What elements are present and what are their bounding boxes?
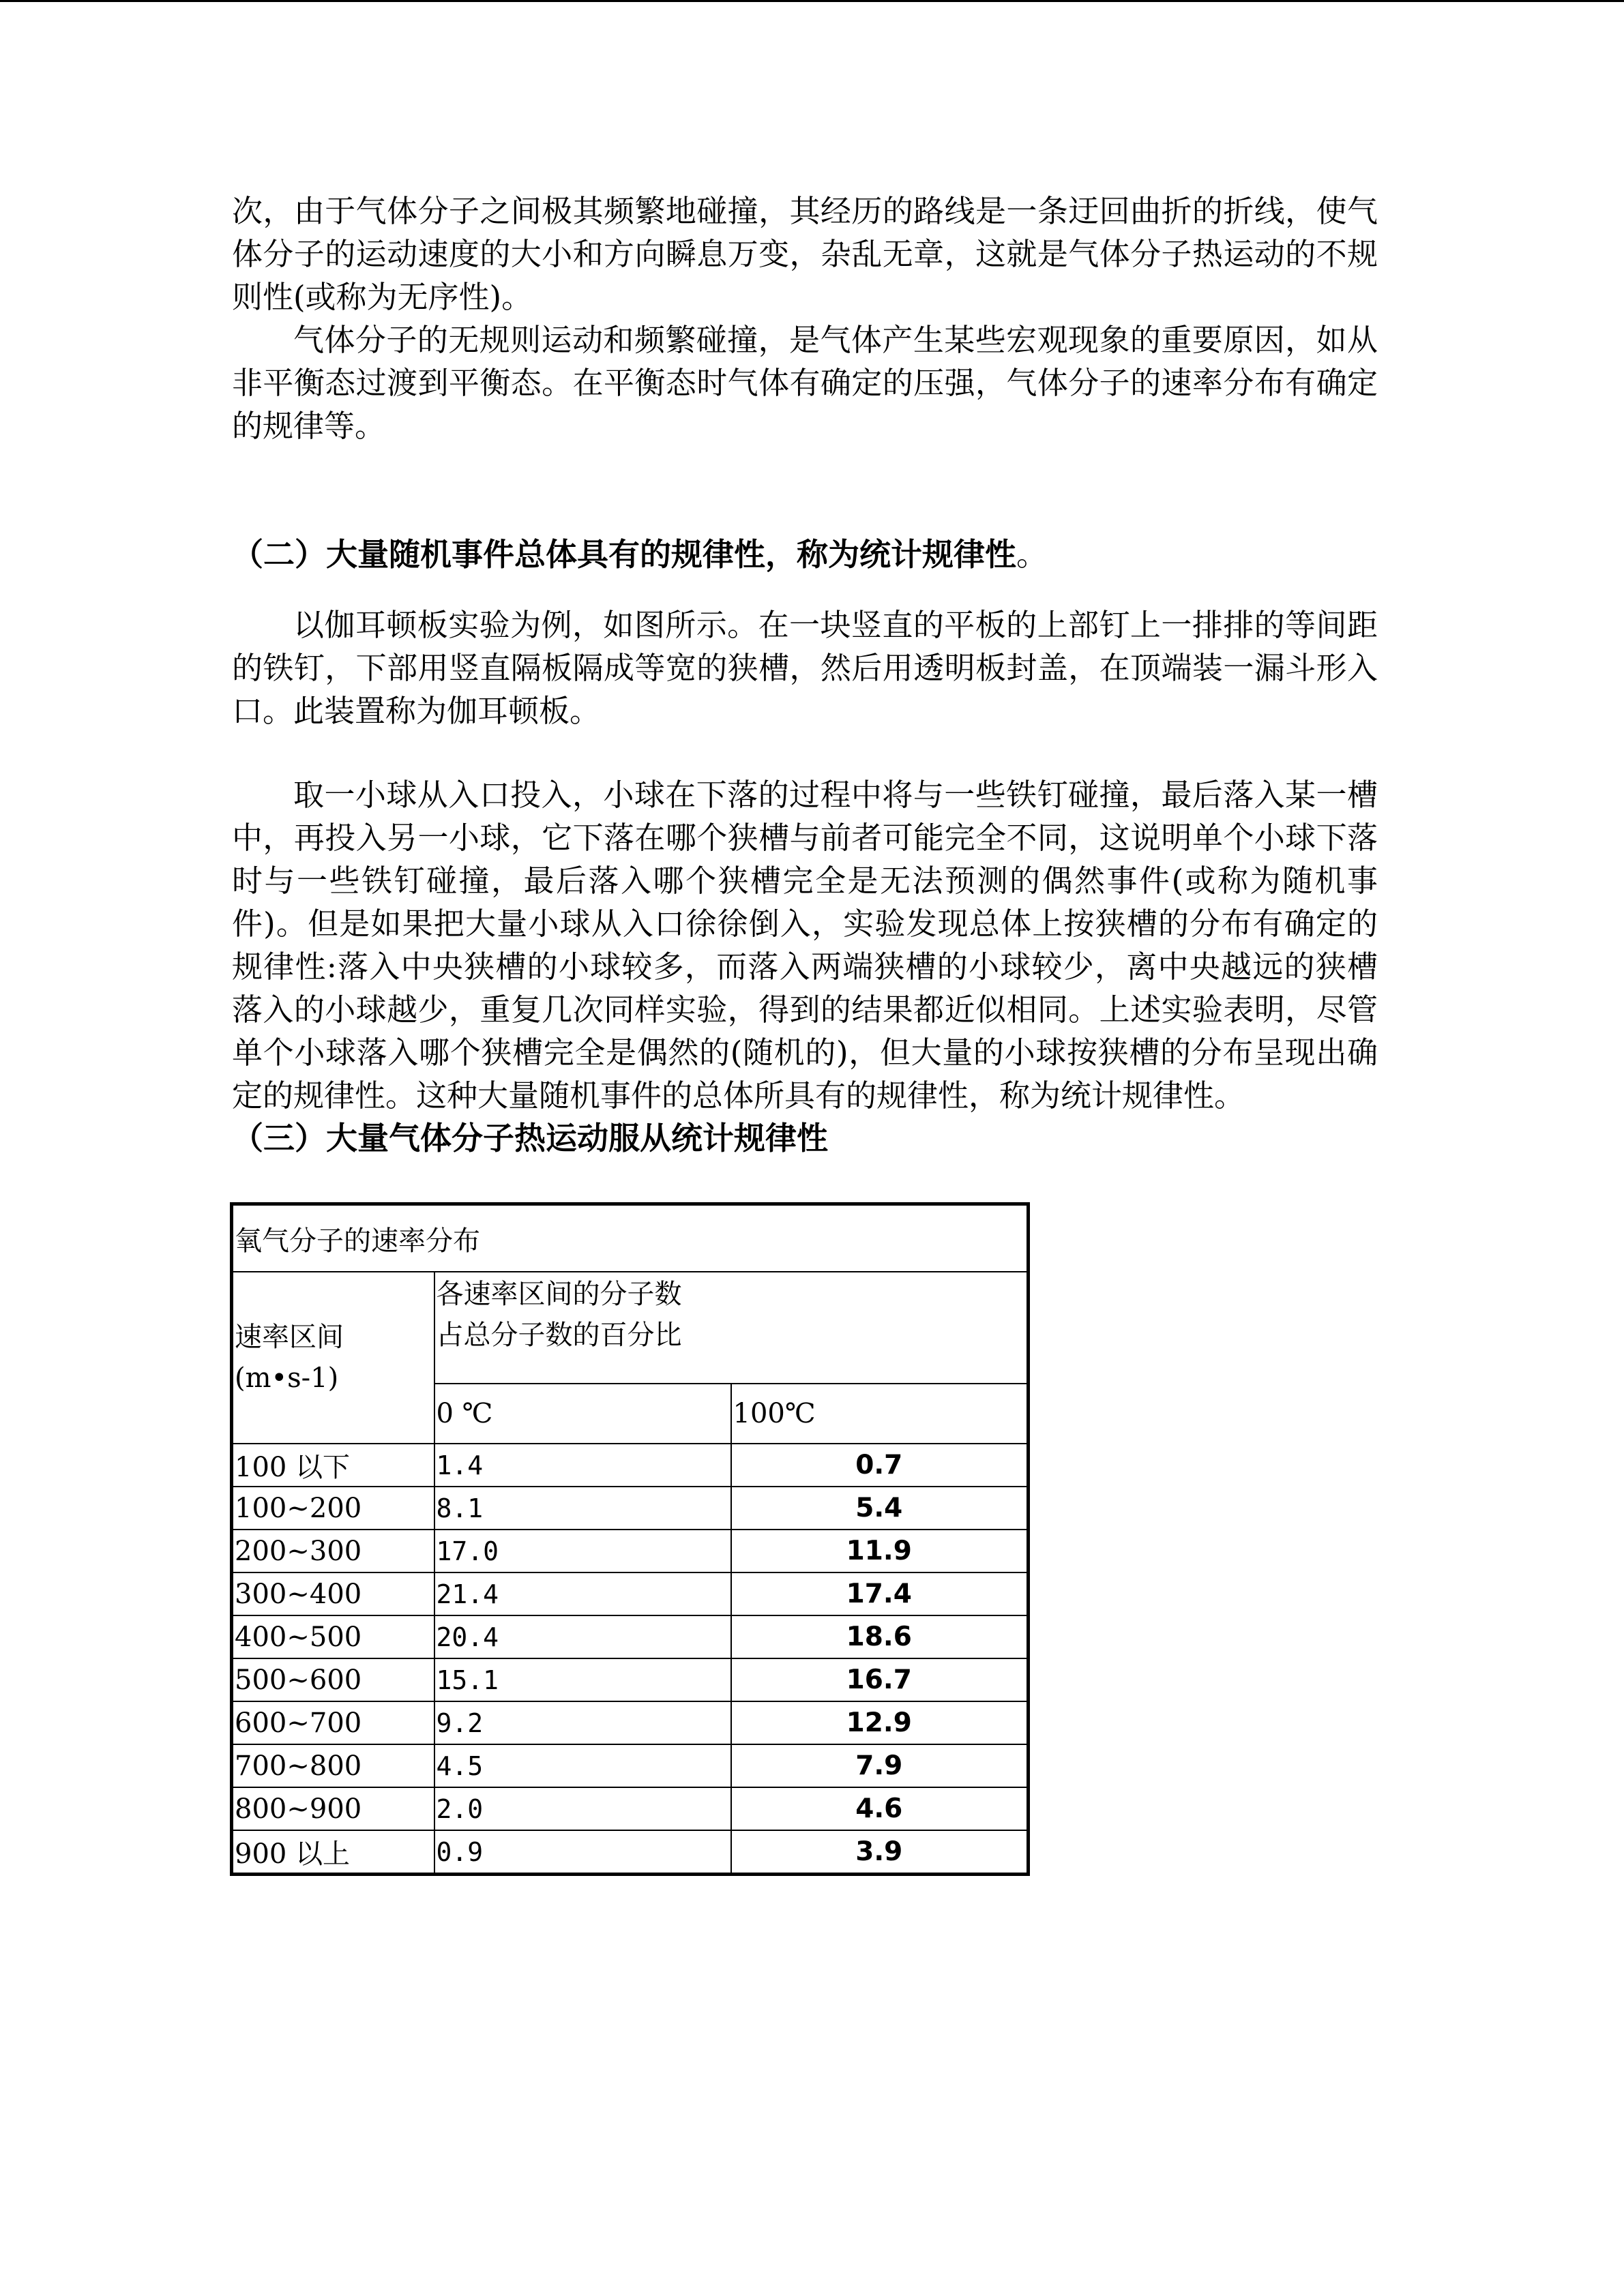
table-row xyxy=(232,1744,1029,1787)
page-top-border xyxy=(0,0,1624,2)
table-row xyxy=(232,1658,1029,1701)
table-row xyxy=(232,1572,1029,1615)
table-row xyxy=(232,1787,1029,1830)
cell-percent-100c: 7.9 xyxy=(731,1744,1029,1787)
percentage-header-line2: 占总分子数的百分比 xyxy=(436,1320,682,1351)
paragraph-gas-collision: 次，由于气体分子之间极其频繁地碰撞，其经历的路线是一条迂回曲折的折线，使气体分子的运动速度的大小和方向瞬息万变，杂乱无章，这就是气体分子热运动的不规则性(或称为无序性)。 xyxy=(232,193,1378,315)
cell-speed-range: 700~800 xyxy=(232,1744,434,1787)
cell-percent-0c: 1.4 xyxy=(434,1444,731,1487)
section-heading-2-trail: 。 xyxy=(1016,536,1048,573)
cell-percent-0c: 20.4 xyxy=(434,1615,731,1658)
cell-percent-100c: 17.4 xyxy=(731,1572,1029,1615)
cell-speed-range: 500~600 xyxy=(232,1658,434,1701)
table-row xyxy=(232,1830,1029,1875)
table-row xyxy=(232,1444,1029,1487)
column-header-100c: 100℃ xyxy=(731,1384,1029,1444)
cell-speed-range: 400~500 xyxy=(232,1615,434,1658)
spacer xyxy=(232,732,1378,773)
speed-range-header-label: 速率区间 xyxy=(235,1322,344,1353)
cell-percent-0c: 4.5 xyxy=(434,1744,731,1787)
cell-percent-100c: 3.9 xyxy=(731,1830,1029,1875)
cell-speed-range: 900 以上 xyxy=(232,1830,434,1875)
speed-range-header xyxy=(232,1272,434,1444)
table-row xyxy=(232,1615,1029,1658)
column-header-0c: 0 ℃ xyxy=(434,1384,731,1444)
cell-percent-0c: 8.1 xyxy=(434,1487,731,1530)
oxygen-speed-distribution-table xyxy=(230,1202,1030,1876)
spacer xyxy=(232,576,1378,603)
cell-percent-100c: 12.9 xyxy=(731,1701,1029,1744)
cell-percent-100c: 16.7 xyxy=(731,1658,1029,1701)
cell-percent-0c: 9.2 xyxy=(434,1701,731,1744)
document-body xyxy=(232,190,1378,1160)
cell-percent-0c: 2.0 xyxy=(434,1787,731,1830)
paragraph-galton-experiment: 取一小球从入口投入，小球在下落的过程中将与一些铁钉碰撞，最后落入某一槽中，再投入另一小球，它下落在哪个狭槽与前者可能完全不同，这说明单个小球下落时与一些铁钉碰撞，最后落入哪个狭槽完全是无法预测的偶然事件(或称为随机事件)。但是如果把大量小球从入口徐徐倒入，实验发现总体上按狭槽的分布有确定的规律性:落入中央狭槽的小球较多，而落入两端狭槽的小球较少，离中央越远的狭槽落入的小球越少，重复几次同样实验，得到的结果都近似相同。上述实验表明，尽管单个小球落入哪个狭槽完全是偶然的(随机的)，但大量的小球按狭槽的分布呈现出确定的规律性。这种大量随机事件的总体所具有的规律性，称为统计规律性。 xyxy=(232,777,1378,1114)
table-row xyxy=(232,1487,1029,1530)
section-heading-2-text: （二）大量随机事件总体具有的规律性，称为统计规律性 xyxy=(232,536,1016,573)
table-row xyxy=(232,1530,1029,1572)
cell-percent-0c: 0.9 xyxy=(434,1830,731,1875)
cell-percent-100c: 5.4 xyxy=(731,1487,1029,1530)
cell-percent-100c: 4.6 xyxy=(731,1787,1029,1830)
cell-percent-100c: 18.6 xyxy=(731,1615,1029,1658)
cell-percent-100c: 11.9 xyxy=(731,1530,1029,1572)
paragraph-galton-board: 以伽耳顿板实验为例，如图所示。在一块竖直的平板的上部钉上一排排的等间距的铁钉，下部用竖直隔板隔成等宽的狭槽，然后用透明板封盖，在顶端装一漏斗形入口。此装置称为伽耳顿板。 xyxy=(232,607,1378,729)
spacer xyxy=(232,447,1378,533)
cell-speed-range: 100 以下 xyxy=(232,1444,434,1487)
cell-percent-0c: 21.4 xyxy=(434,1572,731,1615)
paragraph-irregular-motion: 气体分子的无规则运动和频繁碰撞，是气体产生某些宏观现象的重要原因，如从非平衡态过渡到平衡态。在平衡态时气体有确定的压强，气体分子的速率分布有确定的规律等。 xyxy=(232,322,1378,444)
cell-percent-0c: 15.1 xyxy=(434,1658,731,1701)
cell-speed-range: 200~300 xyxy=(232,1530,434,1572)
percentage-header-line1: 各速率区间的分子数 xyxy=(436,1279,682,1310)
percentage-group-header xyxy=(434,1272,1029,1384)
cell-speed-range: 800~900 xyxy=(232,1787,434,1830)
section-heading-2 xyxy=(232,533,1378,576)
cell-speed-range: 300~400 xyxy=(232,1572,434,1615)
table-body xyxy=(232,1444,1029,1875)
cell-speed-range: 100~200 xyxy=(232,1487,434,1530)
cell-percent-0c: 17.0 xyxy=(434,1530,731,1572)
table-row xyxy=(232,1701,1029,1744)
table-title: 氧气分子的速率分布 xyxy=(232,1204,1029,1272)
cell-percent-100c: 0.7 xyxy=(731,1444,1029,1487)
speed-range-header-unit: (m•s-1) xyxy=(235,1362,339,1394)
section-heading-3: （三）大量气体分子热运动服从统计规律性 xyxy=(232,1120,828,1157)
cell-speed-range: 600~700 xyxy=(232,1701,434,1744)
